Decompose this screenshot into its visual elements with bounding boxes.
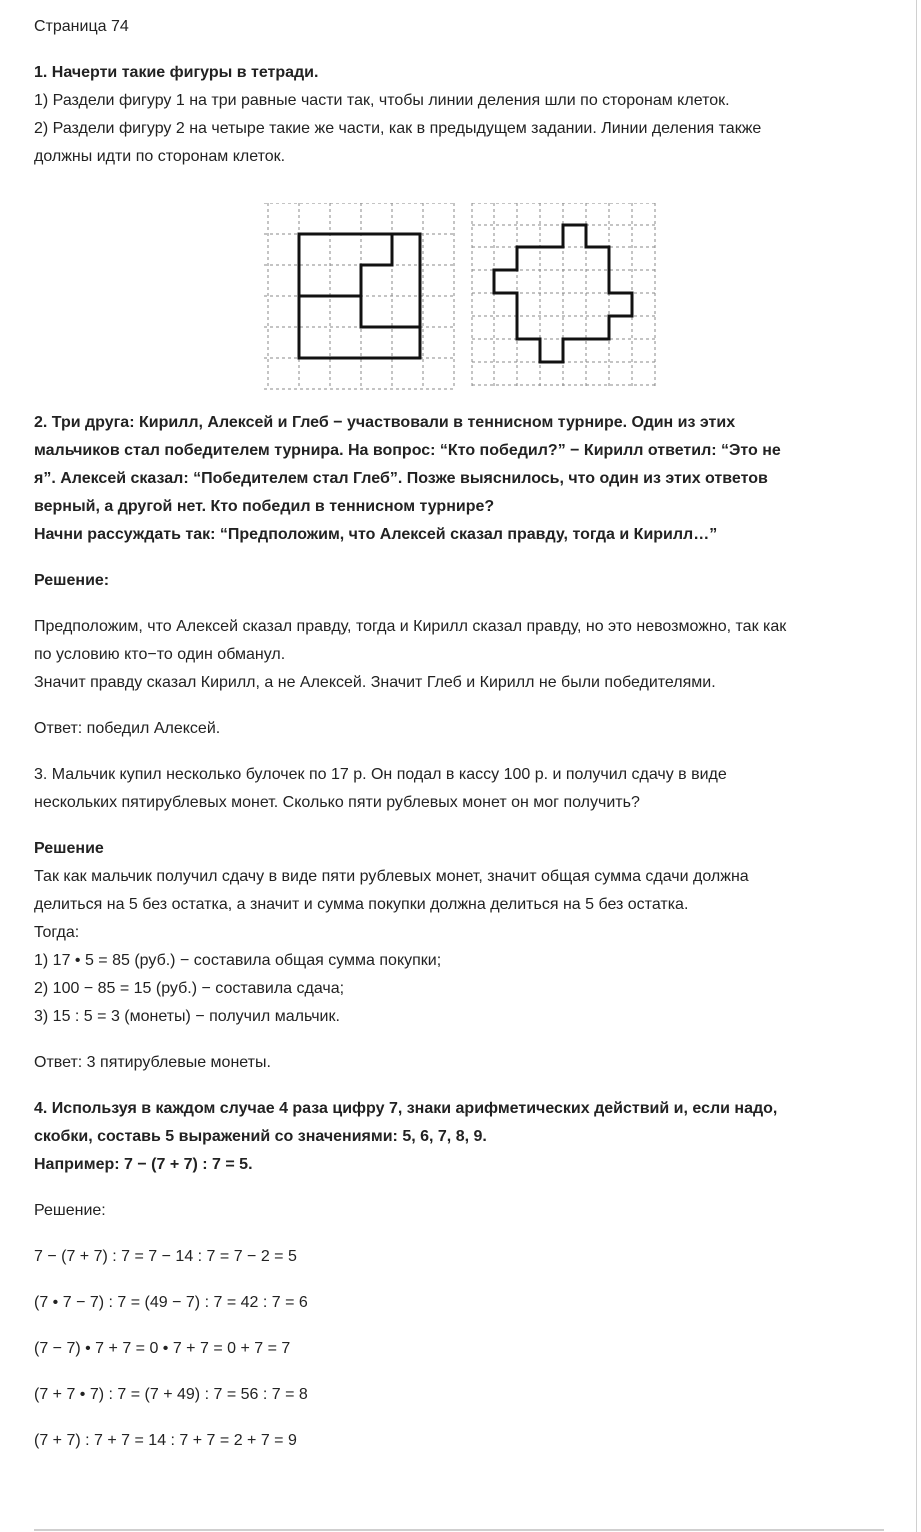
task1-line: 1) Раздели фигуру 1 на три равные части так, чтобы линии деления шли по сторонам клеток. xyxy=(34,92,730,109)
task3-solution-line: 1) 17 • 5 = 85 (руб.) − составила общая сумма покупки; xyxy=(34,952,442,969)
task3-solution-line: Тогда: xyxy=(34,924,80,941)
task4-example: Например: 7 − (7 + 7) : 7 = 5. xyxy=(34,1156,253,1173)
task4-question: скобки, составь 5 выражений со значениями: 5, 6, 7, 8, 9. xyxy=(34,1128,487,1145)
task2-hint: Начни рассуждать так: “Предположим, что Алексей сказал правду, тогда и Кирилл…” xyxy=(34,526,718,543)
task2-solution-line: Предположим, что Алексей сказал правду, тогда и Кирилл сказал правду, но это невозможно, так как xyxy=(34,618,787,635)
task2-solution-line: Значит правду сказал Кирилл, а не Алексей. Значит Глеб и Кирилл не были победителями. xyxy=(34,674,716,691)
frame-border xyxy=(916,0,917,1532)
task4-solution-label: Решение: xyxy=(34,1202,106,1219)
task2-question: верный, а другой нет. Кто победил в теннисном турнире? xyxy=(34,498,495,515)
task3-solution-line: Так как мальчик получил сдачу в виде пяти рублевых монет, значит общая сумма сдачи должна xyxy=(34,868,749,885)
task4-expression: 7 − (7 + 7) : 7 = 7 − 14 : 7 = 7 − 2 = 5 xyxy=(34,1248,297,1265)
article-content xyxy=(34,13,894,1455)
figures-image xyxy=(34,193,894,409)
task3-question: 3. Мальчик купил несколько булочек по 17 р. Он подал в кассу 100 р. и получил сдачу в виде xyxy=(34,766,727,783)
task2-solution-label: Решение: xyxy=(34,572,110,589)
task2-solution-line: по условию кто−то один обманул. xyxy=(34,646,286,663)
task2-question: я”. Алексей сказал: “Победителем стал Глеб”. Позже выяснилось, что один из этих ответов xyxy=(34,470,768,487)
task4-expression: (7 − 7) • 7 + 7 = 0 • 7 + 7 = 0 + 7 = 7 xyxy=(34,1340,291,1357)
figure-1 xyxy=(299,234,420,358)
task3-solution-line: 3) 15 : 5 = 3 (монеты) − получил мальчик. xyxy=(34,1008,340,1025)
bottom-divider xyxy=(34,1529,884,1531)
task4-question: 4. Используя в каждом случае 4 раза цифру 7, знаки арифметических действий и, если надо, xyxy=(34,1100,778,1117)
task3-solution-label: Решение xyxy=(34,840,104,857)
task4-expression: (7 + 7) : 7 + 7 = 14 : 7 + 7 = 2 + 7 = 9 xyxy=(34,1432,297,1449)
task2-question: 2. Три друга: Кирилл, Алексей и Глеб − участвовали в теннисном турнире. Один из этих xyxy=(34,414,736,431)
grid-figures-drawing xyxy=(264,203,664,393)
task4-expression: (7 + 7 • 7) : 7 = (7 + 49) : 7 = 56 : 7 = 8 xyxy=(34,1386,308,1403)
task3-solution-line: 2) 100 − 85 = 15 (руб.) − составила сдача; xyxy=(34,980,345,997)
task2-question: мальчиков стал победителем турнира. На вопрос: “Кто победил?” − Кирилл ответил: “Это не xyxy=(34,442,781,459)
page-label: Страница 74 xyxy=(34,18,129,35)
task4-expression: (7 • 7 − 7) : 7 = (49 − 7) : 7 = 42 : 7 = 6 xyxy=(34,1294,308,1311)
task1-line: 2) Раздели фигуру 2 на четыре такие же части, как в предыдущем задании. Линии деления также xyxy=(34,120,762,137)
task3-answer: Ответ: 3 пятирублевые монеты. xyxy=(34,1054,271,1071)
task1-title: 1. Начерти такие фигуры в тетради. xyxy=(34,64,319,81)
task3-solution-line: делиться на 5 без остатка, а значит и сумма покупки должна делиться на 5 без остатка. xyxy=(34,896,689,913)
task1-line: должны идти по сторонам клеток. xyxy=(34,148,286,165)
task3-question: нескольких пятирублевых монет. Сколько пяти рублевых монет он мог получить? xyxy=(34,794,640,811)
task2-answer: Ответ: победил Алексей. xyxy=(34,720,221,737)
